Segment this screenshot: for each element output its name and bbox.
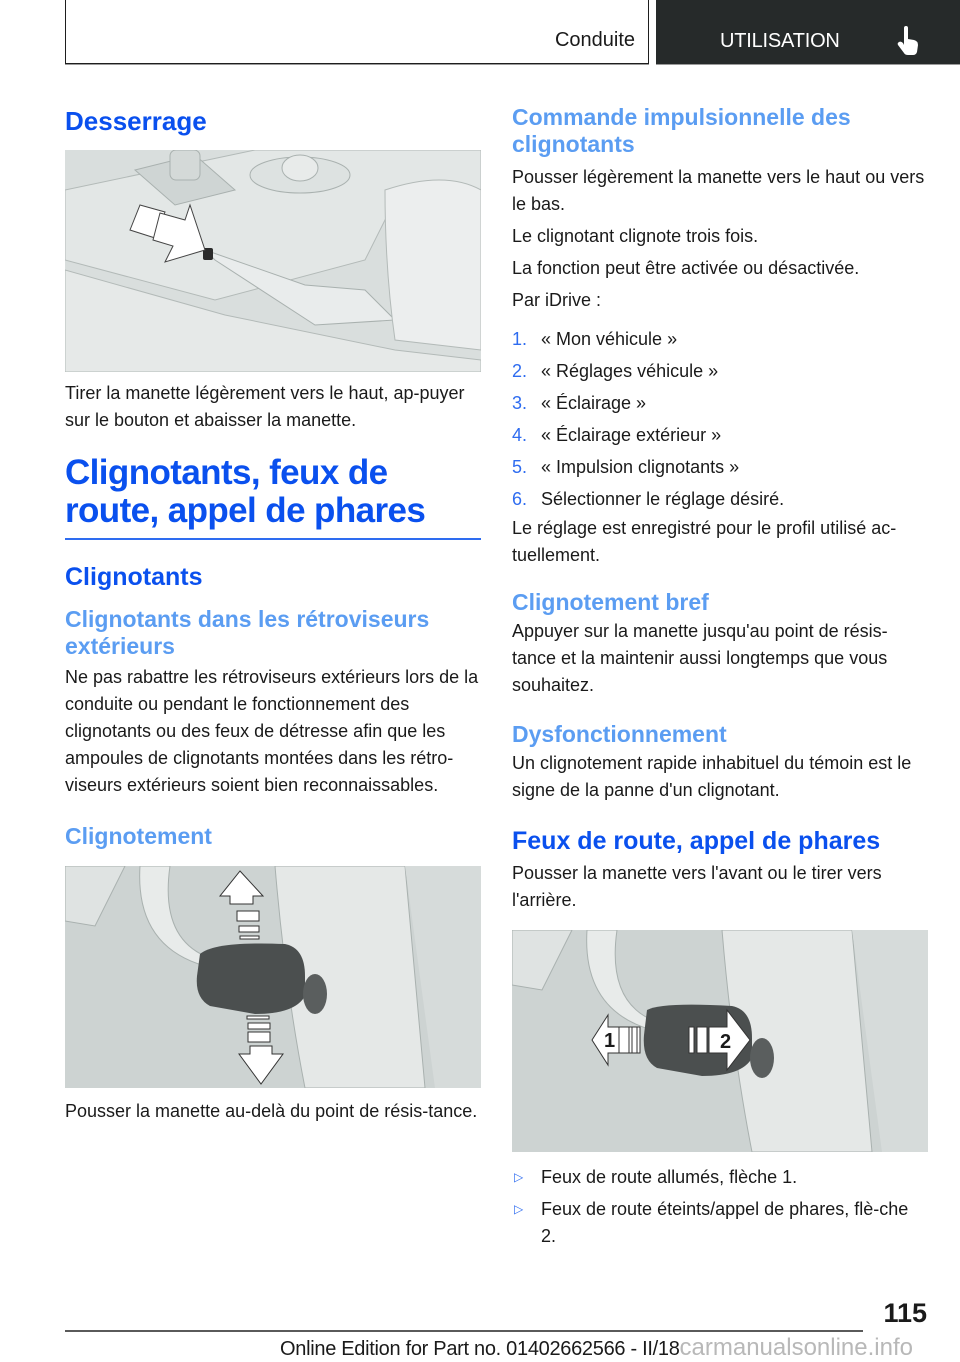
step-text: « Réglages véhicule »	[541, 361, 719, 381]
left-column	[65, 100, 481, 1125]
heading-clignotement: Clignotement	[65, 823, 212, 849]
chapter-label: UTILISATION	[720, 30, 840, 52]
step-text: Sélectionner le réglage désiré.	[541, 489, 785, 509]
impulsion-text-5: Le réglage est enregistré pour le profil utilisé ac-tuellement.	[512, 518, 897, 565]
heading-feux-de-route: Feux de route, appel de phares	[512, 827, 881, 855]
watermark-link[interactable]: carmanualsonline.info	[679, 1334, 913, 1361]
bullet-item	[512, 1196, 928, 1250]
step-item	[512, 323, 928, 355]
heading-retroviseurs: Clignotants dans les rétroviseurs extérieurs	[65, 606, 430, 659]
step-text: « Éclairage »	[541, 393, 647, 413]
step-text: « Mon véhicule »	[541, 329, 678, 349]
step-number: 4.	[512, 425, 528, 445]
step-number: 3.	[512, 393, 528, 413]
heading-clignotement-bref: Clignotement bref	[512, 589, 709, 615]
desserrage-text: Tirer la manette légèrement vers le haut, ap-puyer sur le bouton et abaisser la manette.	[65, 383, 465, 430]
step-number: 6.	[512, 489, 528, 509]
step-item	[512, 451, 928, 483]
step-number: 2.	[512, 361, 528, 381]
heading-desserrage: Desserrage	[65, 106, 207, 136]
bref-text: Appuyer sur la manette jusqu'au point de résis-tance et la maintenir aussi longtemps que vous souhaitez.	[512, 621, 888, 695]
retroviseurs-text: Ne pas rabattre les rétroviseurs extérieurs lors de la conduite ou pendant le fonctionnement des clignotants ou des feux de détresse afin que les ampoules de clignotants montées dans les rétro-viseurs extérieurs soient bien reconnaissables.	[65, 667, 479, 795]
bullet-text: Feux de route éteints/appel de phares, flè-che 2.	[541, 1199, 909, 1246]
edition-text: Online Edition for Part no. 01402662566 - II/18	[280, 1338, 680, 1360]
parking-brake-release-illustration	[65, 150, 481, 372]
right-column	[512, 100, 928, 1255]
pointing-hand-icon	[896, 26, 920, 56]
step-number: 5.	[512, 457, 528, 477]
idrive-steps-list	[512, 323, 928, 515]
footer-divider	[65, 1330, 863, 1332]
bullet-item	[512, 1164, 928, 1191]
page-number: 115	[883, 1298, 927, 1328]
bullet-text: Feux de route allumés, flèche 1.	[541, 1167, 798, 1187]
turn-signal-figure	[65, 866, 481, 1088]
step-item	[512, 483, 928, 515]
high-beam-figure	[512, 930, 928, 1152]
main-title: Clignotants, feux de route, appel de phares	[65, 454, 481, 540]
parking-brake-figure	[65, 150, 481, 372]
section-label: Conduite	[554, 29, 635, 51]
heading-dysfonctionnement: Dysfonctionnement	[512, 721, 727, 747]
heading-commande-impulsionnelle: Commande impulsionnelle des clignotants	[512, 104, 851, 157]
svg-text:1: 1	[604, 1030, 616, 1052]
impulsion-text-1: Pousser légèrement la manette vers le haut ou vers le bas.	[512, 167, 925, 214]
step-number: 1.	[512, 329, 528, 349]
heading-clignotants: Clignotants	[65, 563, 203, 591]
dysfonction-text: Un clignotement rapide inhabituel du témoin est le signe de la panne d'un clignotant.	[512, 753, 912, 800]
impulsion-text-4: Par iDrive :	[512, 290, 602, 310]
step-item	[512, 387, 928, 419]
impulsion-text-2: Le clignotant clignote trois fois.	[512, 226, 759, 246]
feux-route-bullets	[512, 1164, 928, 1250]
step-item	[512, 419, 928, 451]
svg-text:2: 2	[720, 1031, 732, 1053]
high-beam-lever-illustration	[512, 930, 928, 1152]
step-item	[512, 355, 928, 387]
header-chapter-tab	[656, 0, 960, 64]
turn-signal-lever-up-down-illustration	[65, 866, 481, 1088]
triangle-bullet-icon: ▷	[514, 1202, 524, 1216]
feux-route-text: Pousser la manette vers l'avant ou le tirer vers l'arrière.	[512, 863, 882, 910]
clignotement-text: Pousser la manette au-delà du point de résis-tance.	[65, 1101, 478, 1121]
step-text: « Impulsion clignotants »	[541, 457, 740, 477]
triangle-bullet-icon: ▷	[514, 1170, 524, 1184]
header-section-tab	[65, 0, 649, 64]
impulsion-text-3: La fonction peut être activée ou désactivée.	[512, 258, 860, 278]
step-text: « Éclairage extérieur »	[541, 425, 722, 445]
footer-edition	[280, 1334, 913, 1362]
